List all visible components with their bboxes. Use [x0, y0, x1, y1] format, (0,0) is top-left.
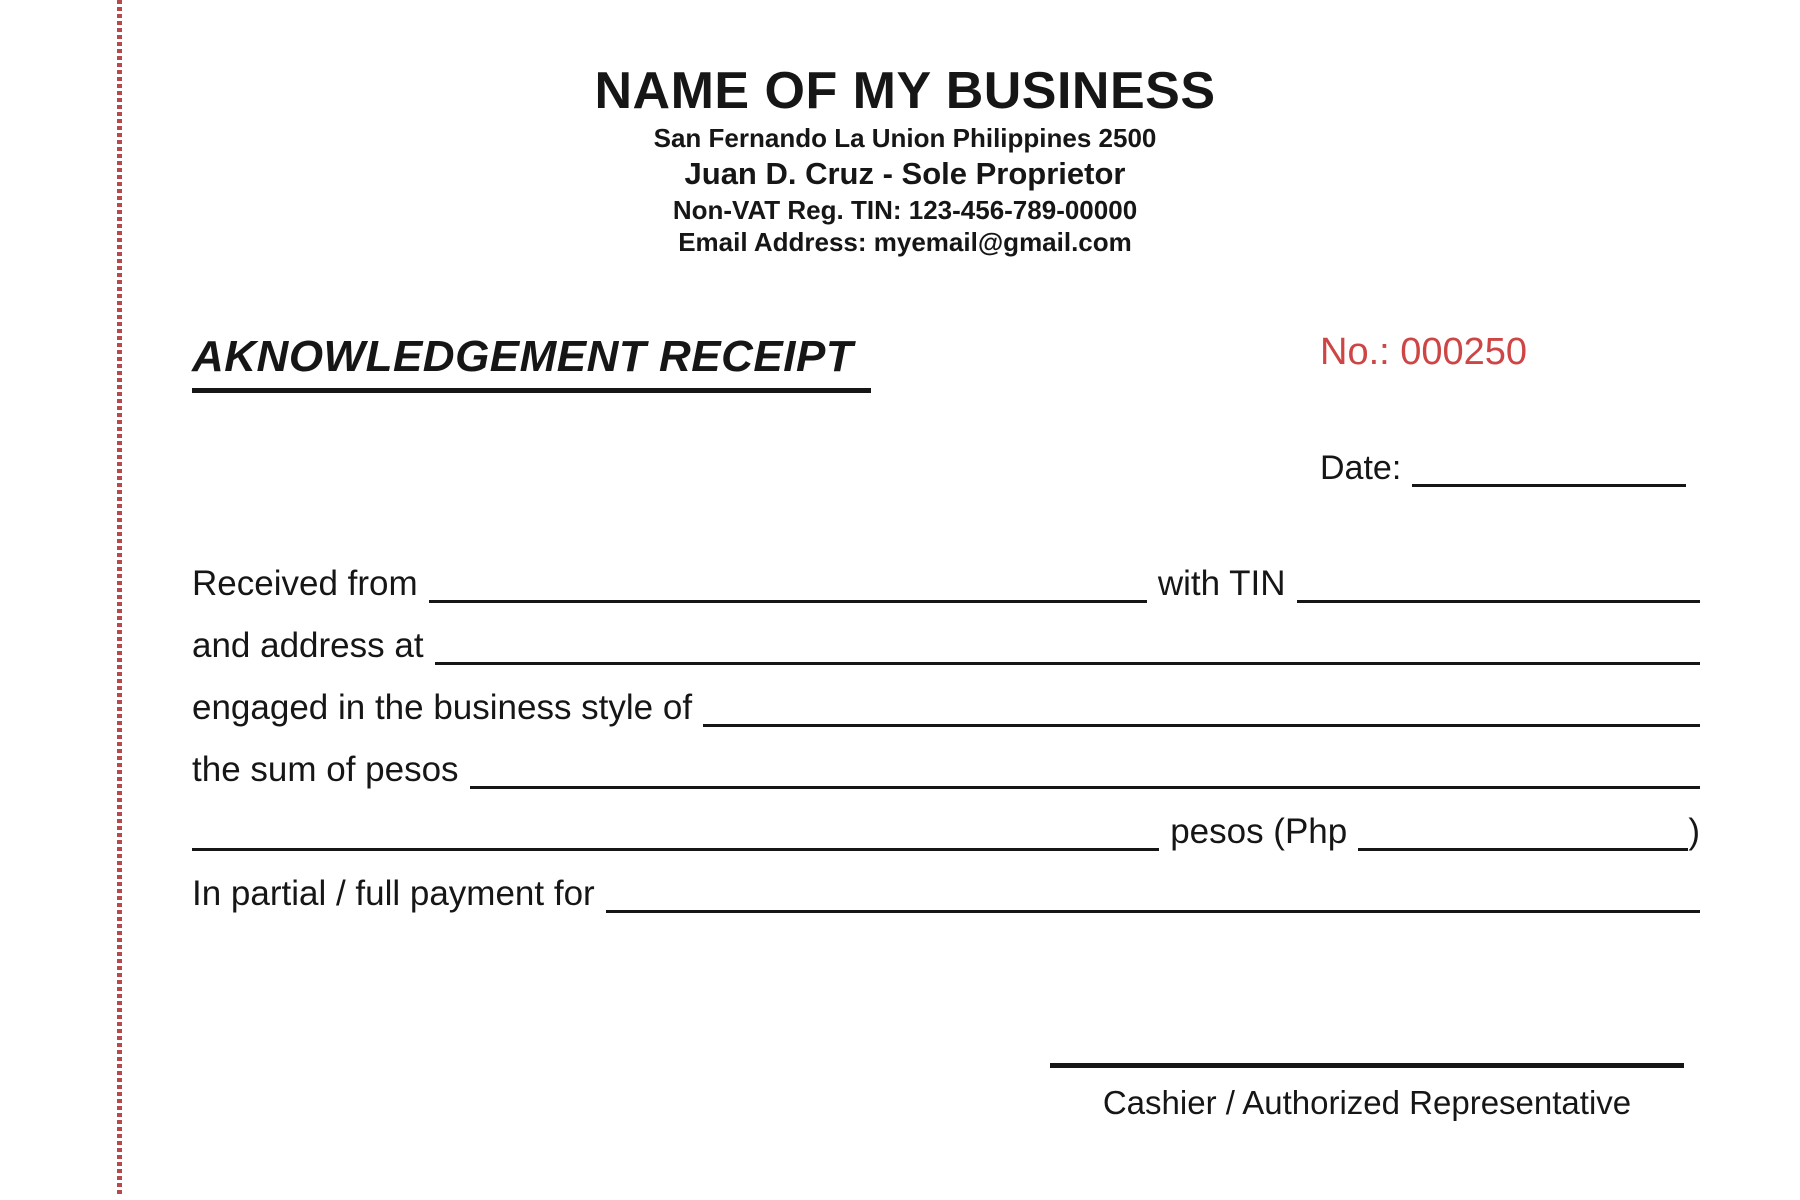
amount-words-blank-line [192, 789, 1159, 851]
business-proprietor: Juan D. Cruz - Sole Proprietor [684, 156, 1126, 192]
address-blank-line [435, 603, 1700, 665]
address-row [192, 603, 1700, 665]
business-style-blank-line [703, 665, 1700, 727]
received-from-blank-line [429, 541, 1147, 603]
receipt-content [192, 0, 1700, 1122]
receipt-title: AKNOWLEDGEMENT RECEIPT [192, 332, 871, 393]
signature-block [1050, 1063, 1684, 1122]
sum-row [192, 727, 1700, 789]
signature-line [1050, 1063, 1684, 1068]
title-row [192, 332, 1700, 393]
business-email: Email Address: myemail@gmail.com [678, 226, 1132, 257]
close-paren: ) [1688, 811, 1700, 851]
amount-figures-blank-line [1358, 789, 1688, 851]
receipt-number: No.: 000250 [1320, 331, 1528, 374]
tin-blank-line [1297, 541, 1700, 603]
address-label: and address at [192, 625, 424, 665]
date-label: Date: [1320, 448, 1402, 487]
date-box [1320, 443, 1700, 487]
amount-row [192, 789, 1700, 851]
with-tin-label: with TIN [1157, 563, 1286, 603]
payment-label: In partial / full payment for [192, 873, 595, 913]
sum-blank-line [470, 727, 1700, 789]
received-from-row [192, 541, 1700, 603]
perforation-dotted-line [117, 0, 122, 1196]
business-tin: Non-VAT Reg. TIN: 123-456-789-00000 [672, 194, 1138, 225]
receipt-number-box [1320, 332, 1700, 374]
business-name: NAME OF MY BUSINESS [594, 62, 1216, 120]
pesos-php-label: pesos (Php [1170, 811, 1348, 851]
payment-blank-line [606, 851, 1700, 913]
business-address: San Fernando La Union Philippines 2500 [653, 122, 1157, 153]
received-from-label: Received from [192, 563, 418, 603]
business-style-label: engaged in the business style of [192, 687, 693, 727]
letterhead [151, 62, 1659, 258]
date-row [192, 443, 1700, 487]
signature-label: Cashier / Authorized Representative [1102, 1084, 1632, 1122]
business-style-row [192, 665, 1700, 727]
payment-row [192, 851, 1700, 913]
sum-label: the sum of pesos [192, 749, 459, 789]
body-block [192, 541, 1700, 913]
date-blank-line [1412, 443, 1686, 487]
